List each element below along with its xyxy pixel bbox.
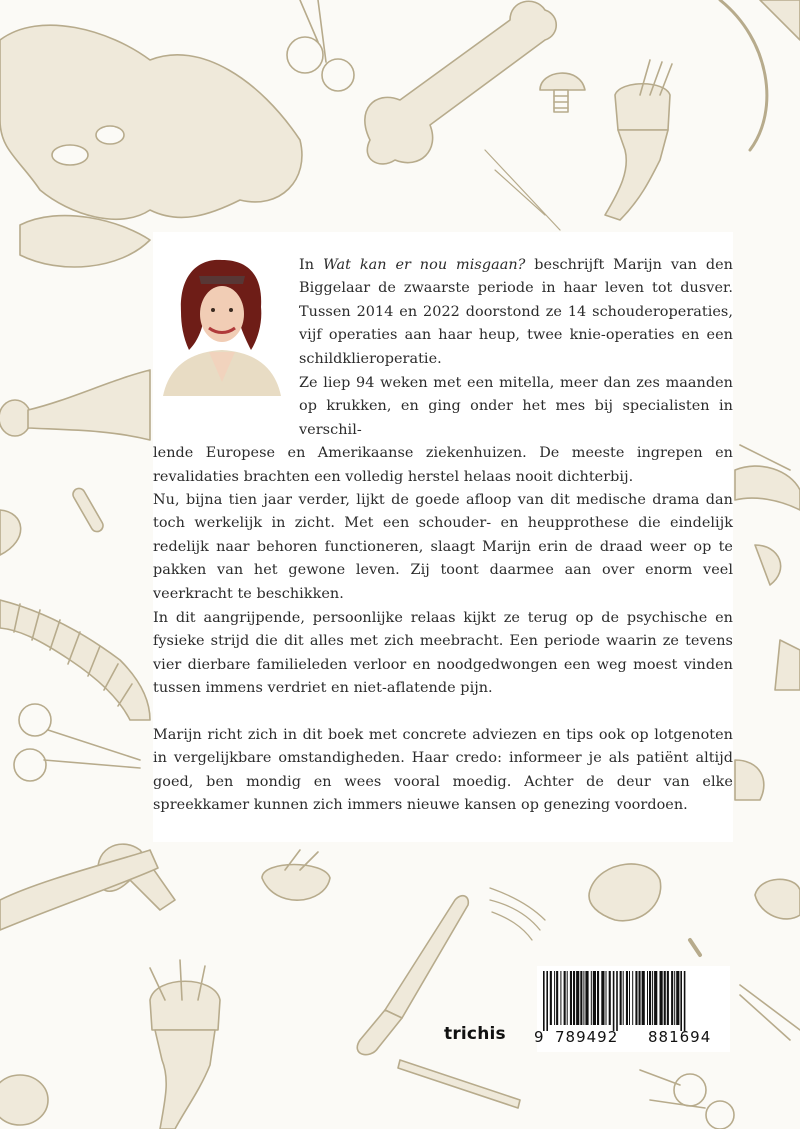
barcode-bars	[543, 971, 725, 1031]
paragraph-2-rest: lende Europese en Amerikaanse ziekenhuizen. De meeste ingrepen en revalidaties brachten een volledig herstel helaas nooit dichterbij.	[153, 445, 733, 485]
barcode-bar	[667, 971, 669, 1025]
paragraph-1-lead: In	[299, 257, 323, 273]
paragraph-5: Marijn richt zich in dit boek met concrete adviezen en tips ook op lotgenoten in vergelijkbare omstandigheden. Haar credo: informeer je als patiënt altijd goed, ben mondig en wees vooral moedig. Achter de deur van elke spreekkamer kunnen zich immers nieuwe kansen op genezing voordoen.	[153, 727, 733, 814]
paragraph-2-start: Ze liep 94 weken met een mitella, meer dan zes maanden op krukken, en ging onder het mes bij specialisten in verschil-	[299, 375, 733, 438]
barcode-bar	[642, 971, 645, 1025]
bone-cap-icon	[262, 850, 330, 900]
barcode-guard-bar	[546, 971, 548, 1031]
barcode-bar	[576, 971, 579, 1025]
barcode-bar	[601, 971, 604, 1025]
barcode-bar	[550, 971, 552, 1025]
hip-prosthesis-icon	[150, 960, 220, 1129]
barcode-bar	[660, 971, 663, 1025]
barcode-guard-bar	[543, 971, 545, 1031]
barcode-guard-bar	[684, 971, 686, 1031]
barcode-bar	[647, 971, 648, 1025]
paragraph-1	[153, 254, 733, 371]
barcode-bar	[564, 971, 566, 1025]
isbn-group-2: 881694	[648, 1028, 712, 1046]
hip-prosthesis-icon	[605, 60, 672, 220]
femur-bone-icon	[0, 844, 175, 930]
barcode-bar	[632, 971, 633, 1025]
femur-bone-icon	[365, 1, 556, 164]
barcode-bar	[629, 971, 630, 1025]
barcode-bar	[580, 971, 582, 1025]
barcode-bar	[671, 971, 673, 1025]
pelvis-bone-icon	[0, 25, 302, 267]
barcode-bar	[560, 971, 561, 1025]
barcode-bar	[585, 971, 588, 1025]
screw-implant-icon	[540, 73, 585, 112]
barcode-bar	[652, 971, 653, 1025]
paragraph-4: In dit aangrijpende, persoonlijke relaas kijkt ze terug op de psychische en fysieke strijd die dit alles met zich meebracht. Een periode waarin ze tevens vier dierbare familieleden verloor en noodgedwongen een weg moest vinden tussen immens verdriet en niet-aflatende pijn.	[153, 610, 733, 697]
barcode-bar	[567, 971, 568, 1025]
isbn-lead-digit: 9	[534, 1028, 545, 1046]
barcode-bar	[623, 971, 624, 1025]
surgical-scissors-icon	[14, 704, 140, 781]
isbn-barcode	[534, 966, 730, 1052]
paragraph-2	[153, 372, 733, 489]
barcode-bar	[676, 971, 679, 1025]
barcode-bar	[649, 971, 651, 1025]
barcode-guard-bar	[680, 971, 682, 1031]
barcode-bar	[570, 971, 572, 1025]
publisher-logo: trichis	[444, 1024, 506, 1044]
barcode-bar	[583, 971, 584, 1025]
paragraph-3: Nu, bijna tien jaar verder, lijkt de goede afloop van dit medische drama dan toch werkelijk in zicht. Met een schouder- en heupprothese die eindelijk redelijk naar behoren functioneren, slaagt Marijn erin de draad weer op te pakken van het gewone leven. Zij toont daarmee aan over enorm veel veerkracht te beschikken.	[153, 492, 733, 602]
suture-needle-icon	[720, 0, 800, 150]
barcode-bar	[554, 971, 555, 1025]
blurb-panel	[153, 232, 733, 842]
barcode-bar	[674, 971, 675, 1025]
barcode-bar	[609, 971, 611, 1025]
barcode-bar	[556, 971, 558, 1025]
barcode-bar	[664, 971, 666, 1025]
barcode-bar	[635, 971, 637, 1025]
spine-icon	[0, 600, 150, 720]
barcode-bar	[573, 971, 575, 1025]
barcode-guard-bar	[616, 971, 618, 1031]
barcode-bar	[639, 971, 641, 1025]
barcode-bar	[591, 971, 592, 1025]
barcode-bar	[626, 971, 628, 1025]
barcode-bar	[593, 971, 596, 1025]
barcode-bar	[620, 971, 622, 1025]
barcode-bar	[597, 971, 599, 1025]
surgical-scissors-icon	[287, 0, 354, 91]
book-title: Wat kan er nou misgaan?	[322, 257, 526, 273]
barcode-bar	[606, 971, 607, 1025]
isbn-group-1: 789492	[555, 1028, 619, 1046]
hip-prosthesis-icon	[0, 370, 150, 440]
barcode-bar	[654, 971, 657, 1025]
surgical-scissors-icon	[640, 1070, 734, 1129]
barcode-guard-bar	[613, 971, 615, 1031]
paragraph-1-text: beschrijft Marijn van den Biggelaar de zwaarste periode in haar leven tot dusver. Tussen 2014 en 2022 doorstond ze 14 schouderoperaties, vijf operaties aan haar heup, twee knie-operaties en een schildklieroperatie.	[299, 257, 733, 367]
